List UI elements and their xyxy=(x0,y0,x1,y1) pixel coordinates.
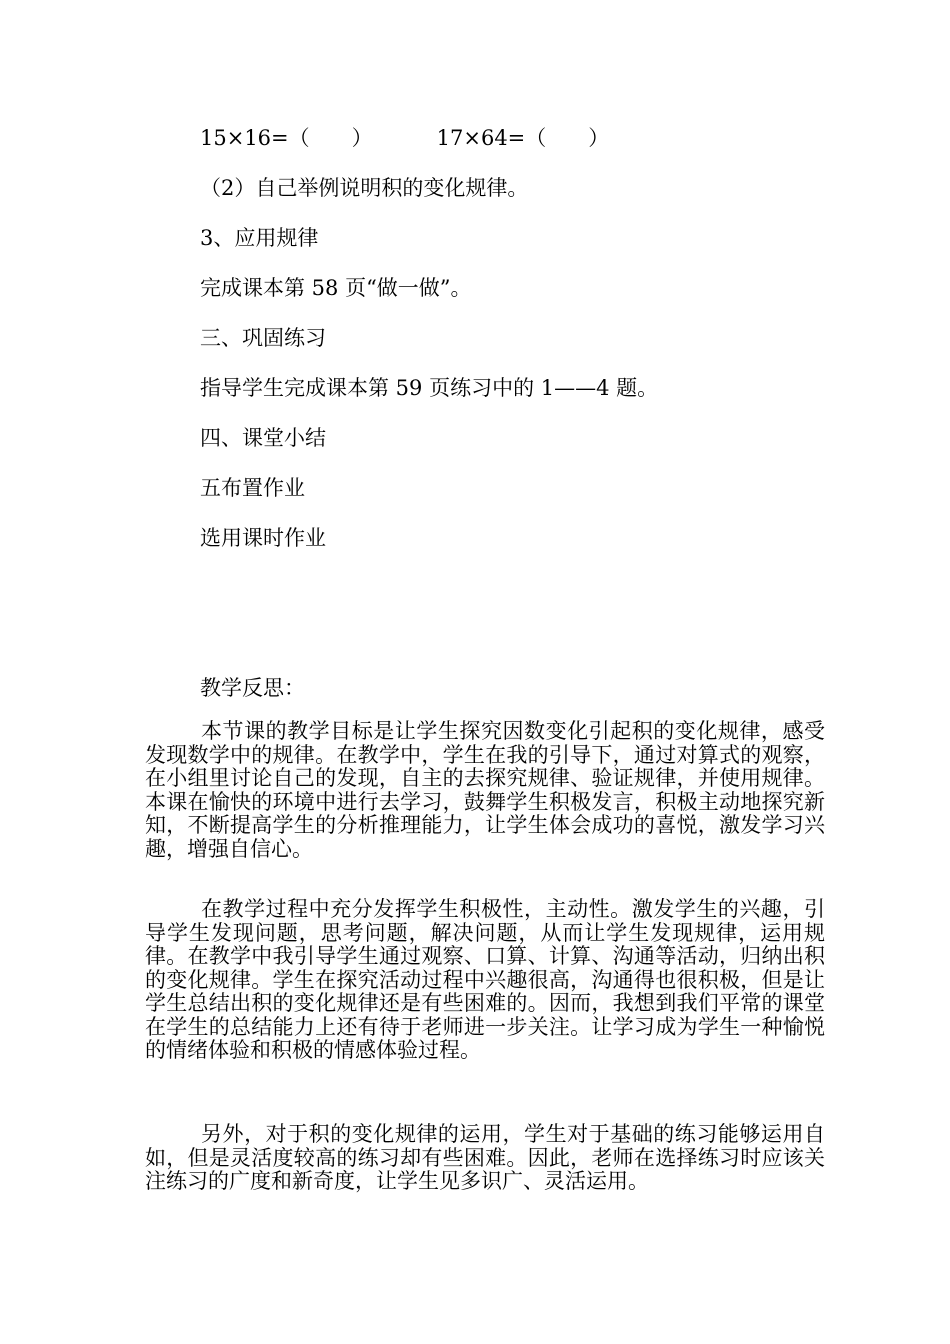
lesson-line-practice-task: 指导学生完成课本第 59 页练习中的 1——4 题。 xyxy=(200,376,659,400)
math-exercise-row xyxy=(200,126,609,150)
math-expression-1: 15×16=（ ） xyxy=(200,126,373,150)
reflection-title: 教学反思： xyxy=(200,676,305,700)
reflection-paragraph: 本节课的教学目标是让学生探究因数变化引起积的变化规律，感受发现数学中的规律。在教学中，学生在我的引导下，通过对算式的观察，在小组里讨论自己的发现，自主的去探究规律、验证规律，并使用规律。本课在愉快的环境中进行去学习，鼓舞学生积极发言，积极主动地探究新知，不断提高学生的分析推理能力，让学生体会成功的喜悦，激发学习兴趣，增强自信心。 xyxy=(145,719,825,861)
lesson-heading-apply-rule: 3、应用规律 xyxy=(200,226,319,250)
lesson-heading-practice: 三、巩固练习 xyxy=(200,326,326,350)
lesson-line-example: （2）自己举例说明积的变化规律。 xyxy=(200,176,529,200)
lesson-heading-homework: 五布置作业 xyxy=(200,476,305,500)
reflection-paragraph: 另外，对于积的变化规律的运用，学生对于基础的练习能够运用自如，但是灵活度较高的练习却有些困难。因此，老师在选择练习时应该关注练习的广度和新奇度，让学生见多识广、灵活运用。 xyxy=(145,1122,825,1193)
lesson-heading-summary: 四、课堂小结 xyxy=(200,426,326,450)
lesson-line-textbook-task: 完成课本第 58 页“做一做”。 xyxy=(200,276,472,300)
math-expression-2: 17×64=（ ） xyxy=(436,126,610,150)
lesson-line-homework-task: 选用课时作业 xyxy=(200,526,326,550)
reflection-paragraph: 在教学过程中充分发挥学生积极性，主动性。激发学生的兴趣，引导学生发现问题，思考问题，解决问题，从而让学生发现规律，运用规律。在教学中我引导学生通过观察、口算、计算、沟通等活动，归纳出积的变化规律。学生在探究活动过程中兴趣很高，沟通得也很积极，但是让学生总结出积的变化规律还是有些困难的。因而，我想到我们平常的课堂在学生的总结能力上还有待于老师进一步关注。让学习成为学生一种愉悦的情绪体验和积极的情感体验过程。 xyxy=(145,897,825,1062)
